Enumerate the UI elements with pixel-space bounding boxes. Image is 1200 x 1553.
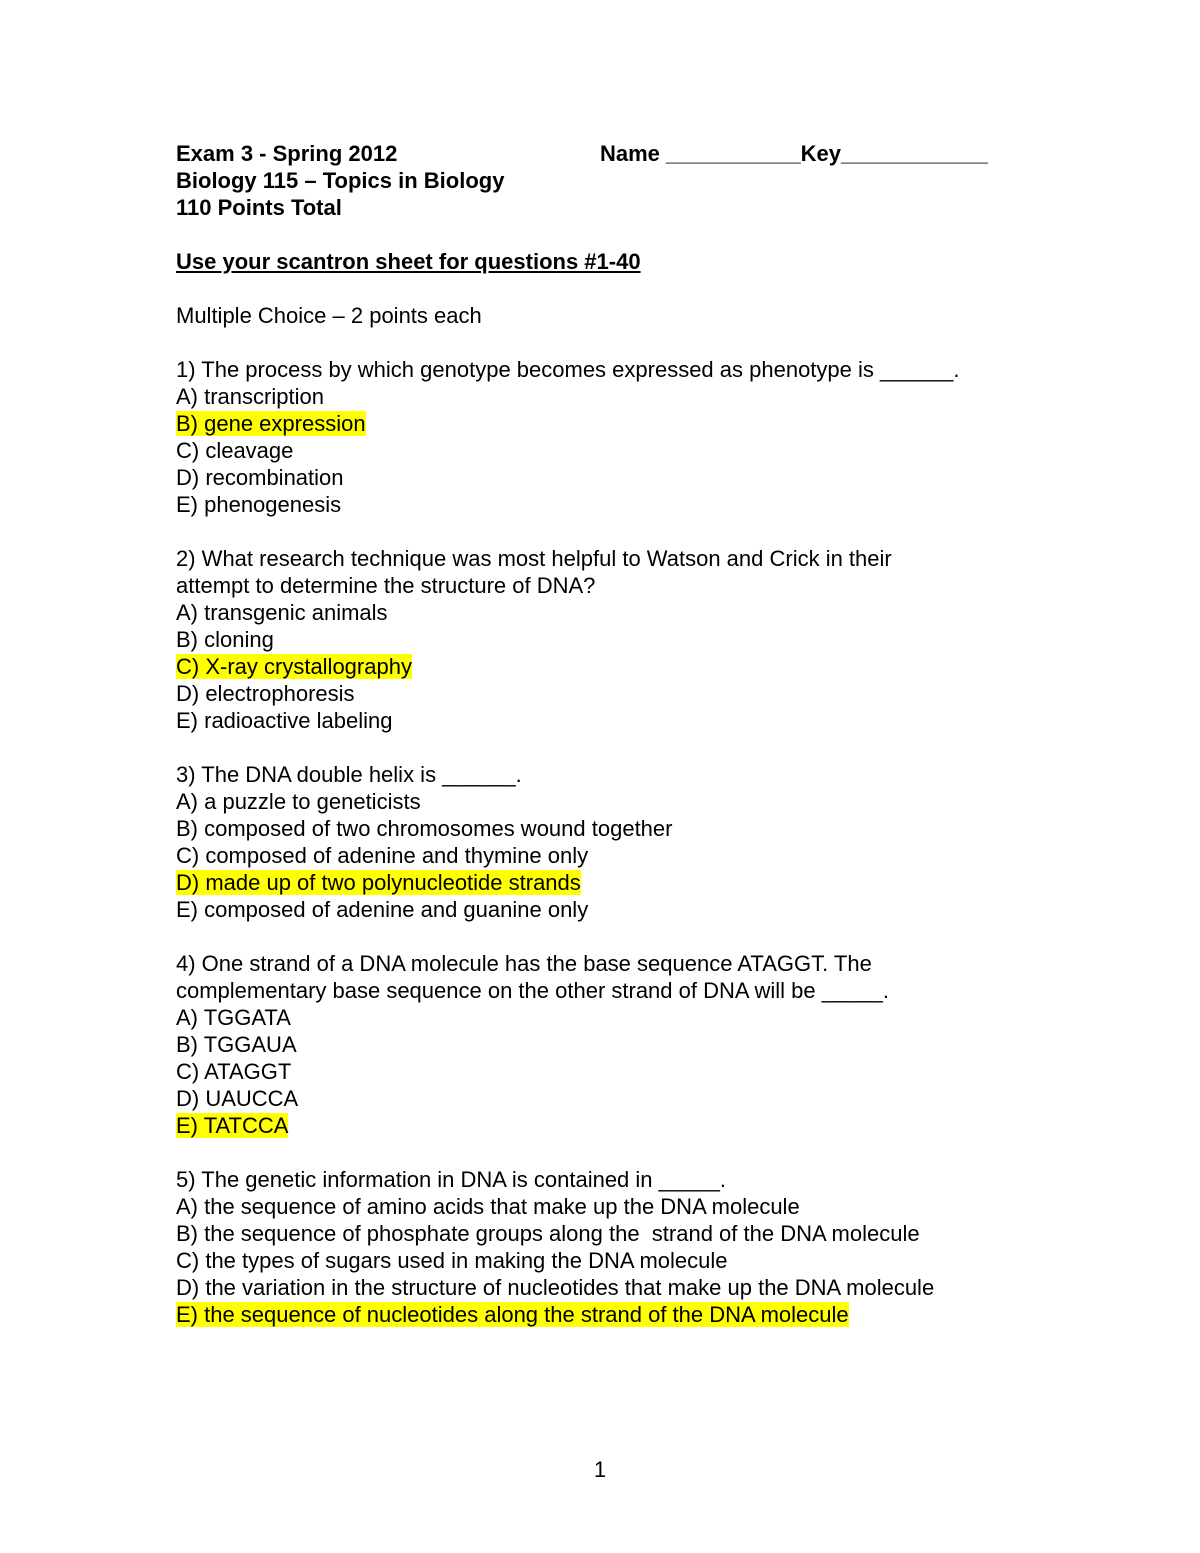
answer-option: E) phenogenesis <box>176 492 342 517</box>
answer-option: D) UAUCCA <box>176 1086 299 1111</box>
answer-option: C) composed of adenine and thymine only <box>176 843 589 868</box>
course-title: Biology 115 – Topics in Biology <box>176 168 505 193</box>
name-field: Name ___________Key____________ <box>600 141 988 166</box>
question-stem: 4) One strand of a DNA molecule has the base sequence ATAGGT. The <box>176 951 872 976</box>
answer-option: D) the variation in the structure of nucleotides that make up the DNA molecule <box>176 1275 935 1300</box>
answer-option: C) cleavage <box>176 438 294 463</box>
answer-option: C) ATAGGT <box>176 1059 292 1084</box>
answer-option-highlighted: B) gene expression <box>176 411 366 436</box>
answer-option: D) electrophoresis <box>176 681 355 706</box>
question-stem: complementary base sequence on the other strand of DNA will be _____. <box>176 978 889 1003</box>
header-row <box>176 140 1036 167</box>
answer-option: E) radioactive labeling <box>176 708 393 733</box>
answer-option: E) composed of adenine and guanine only <box>176 897 589 922</box>
question-stem: 3) The DNA double helix is ______. <box>176 762 522 787</box>
answer-option: A) transgenic animals <box>176 600 388 625</box>
points-total: 110 Points Total <box>176 195 342 220</box>
answer-option-highlighted: E) TATCCA <box>176 1113 289 1138</box>
question-block <box>176 356 1036 545</box>
question-block <box>176 761 1036 950</box>
answer-option: D) recombination <box>176 465 344 490</box>
answer-option: B) TGGAUA <box>176 1032 297 1057</box>
question-block <box>176 950 1036 1166</box>
answer-option: A) transcription <box>176 384 324 409</box>
question-stem: 2) What research technique was most helpful to Watson and Crick in their <box>176 546 892 571</box>
answer-option: A) TGGATA <box>176 1005 291 1030</box>
answer-option: A) a puzzle to geneticists <box>176 789 421 814</box>
answer-option: C) the types of sugars used in making the DNA molecule <box>176 1248 728 1273</box>
question-stem: 5) The genetic information in DNA is contained in _____. <box>176 1167 726 1192</box>
scantron-instructions: Use your scantron sheet for questions #1-40 <box>176 249 641 274</box>
exam-page <box>176 140 1036 1328</box>
answer-option-highlighted: C) X-ray crystallography <box>176 654 412 679</box>
answer-option-highlighted: E) the sequence of nucleotides along the strand of the DNA molecule <box>176 1302 849 1327</box>
answer-option: A) the sequence of amino acids that make up the DNA molecule <box>176 1194 800 1219</box>
answer-option: B) composed of two chromosomes wound together <box>176 816 673 841</box>
answer-option: B) cloning <box>176 627 274 652</box>
answer-option-highlighted: D) made up of two polynucleotide strands <box>176 870 581 895</box>
section-label: Multiple Choice – 2 points each <box>176 303 482 328</box>
page-number: 1 <box>593 1457 607 1482</box>
question-block <box>176 545 1036 761</box>
answer-option: B) the sequence of phosphate groups along the strand of the DNA molecule <box>176 1221 920 1246</box>
question-list <box>176 356 1036 1328</box>
question-stem: attempt to determine the structure of DNA? <box>176 573 596 598</box>
question-block <box>176 1166 1036 1328</box>
question-stem: 1) The process by which genotype becomes expressed as phenotype is ______. <box>176 357 960 382</box>
exam-title: Exam 3 - Spring 2012 <box>176 141 398 166</box>
